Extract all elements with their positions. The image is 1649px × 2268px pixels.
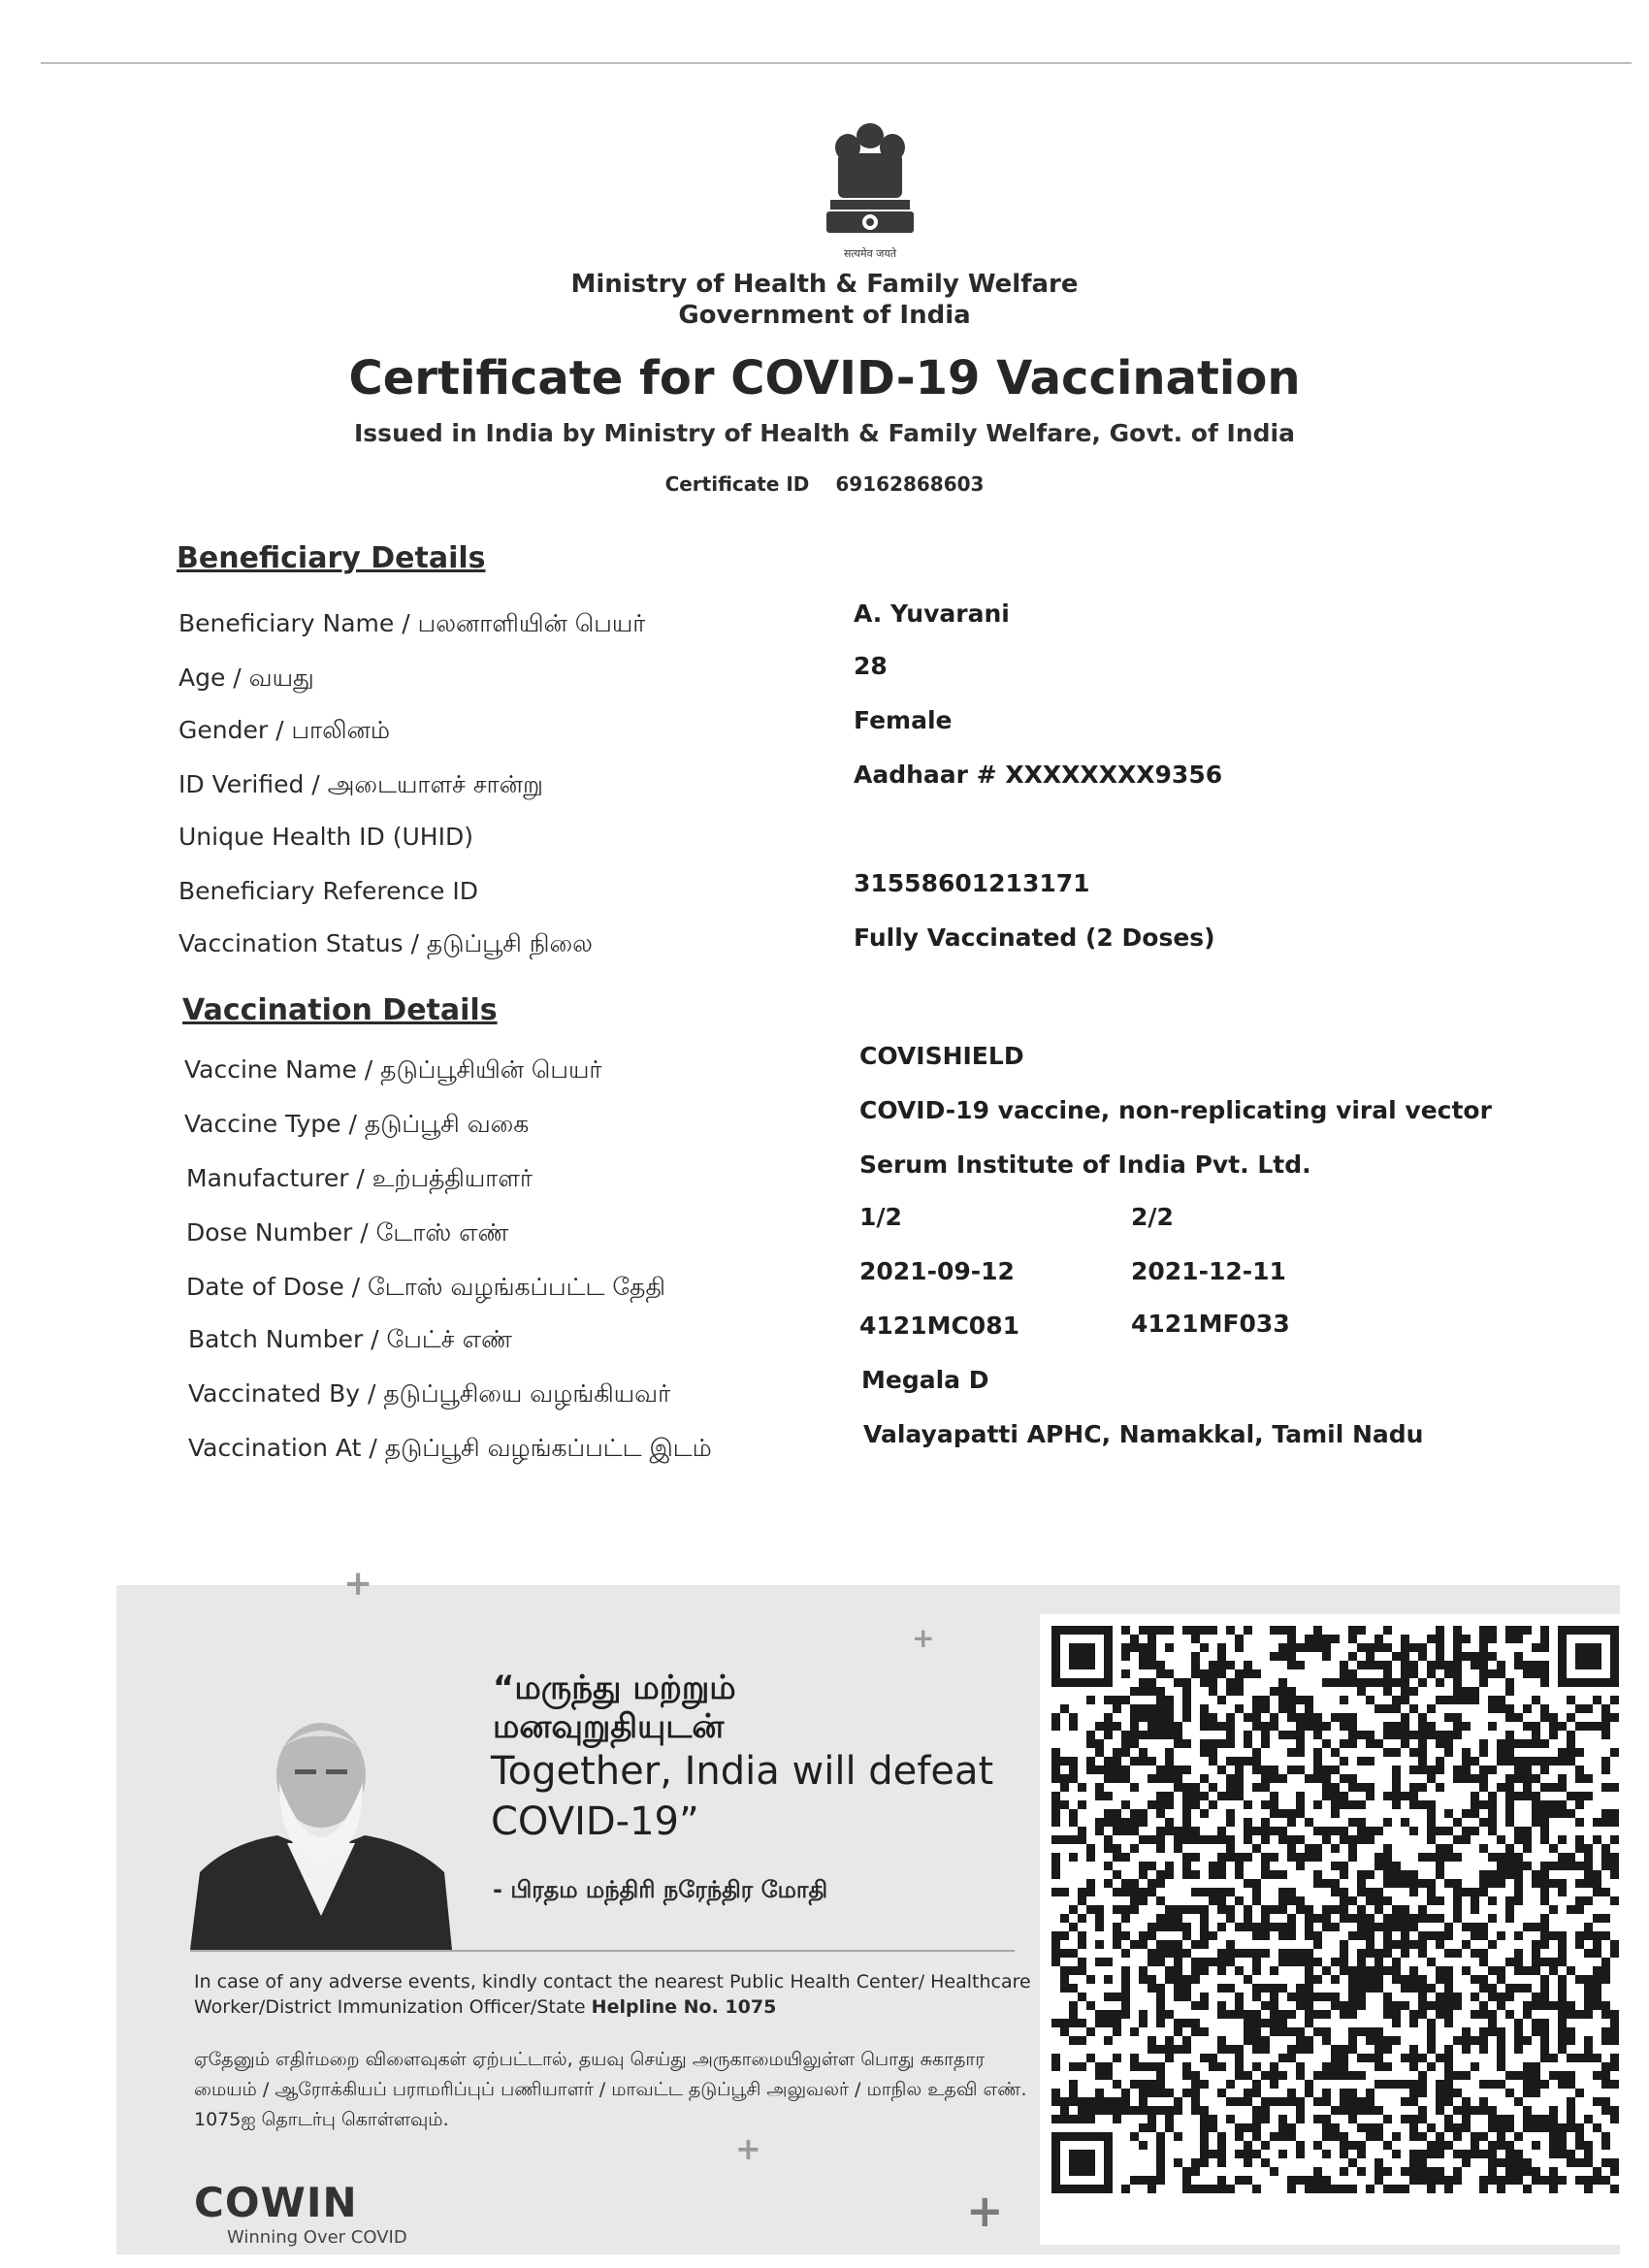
- detail-row: [0, 1203, 1649, 1257]
- detail-label: Age / வயது: [178, 664, 314, 692]
- detail-label: ID Verified / அடையாளச் சான்று: [178, 770, 543, 798]
- government-name: Government of India: [678, 301, 971, 330]
- detail-row: [0, 1150, 1649, 1203]
- detail-row: [0, 923, 1649, 968]
- detail-label: Gender / பாலினம்: [178, 716, 390, 744]
- detail-label: Date of Dose / டோஸ் வழங்கப்பட்ட தேதி: [186, 1273, 665, 1301]
- helpline-number: Helpline No. 1075: [591, 1996, 777, 2018]
- detail-value: Valayapatti APHC, Namakkal, Tamil Nadu: [863, 1420, 1424, 1448]
- beneficiary-details-heading: Beneficiary Details: [177, 541, 486, 575]
- detail-value: Megala D: [861, 1366, 989, 1394]
- national-emblem-icon: [817, 114, 923, 250]
- detail-row: [0, 599, 1649, 648]
- detail-label: Manufacturer / உற்பத்தியாளர்: [186, 1164, 533, 1192]
- certificate-id-value: 69162868603: [835, 472, 985, 496]
- qr-code: [1040, 1614, 1632, 2245]
- detail-label: Vaccination Status / தடுப்பூசி நிலை: [178, 929, 593, 957]
- quote-attribution: - பிரதம மந்திரி நரேந்திர மோதி: [493, 1876, 828, 1903]
- quote-tamil: “மருந்து மற்றும் மனவுறுதியுடன்: [493, 1669, 736, 1746]
- detail-label: Batch Number / பேட்ச் எண்: [188, 1325, 512, 1353]
- detail-row: [0, 1420, 1649, 1473]
- detail-value-dose2: 2021-12-11: [1131, 1257, 1286, 1285]
- detail-value-dose2: 4121MF033: [1131, 1310, 1290, 1338]
- page-title: Certificate for COVID-19 Vaccination: [348, 351, 1301, 405]
- detail-value: Serum Institute of India Pvt. Ltd.: [859, 1150, 1311, 1179]
- detail-row: [0, 1257, 1649, 1312]
- detail-label: Beneficiary Reference ID: [178, 877, 478, 905]
- quote-english: Together, India will defeat COVID-19”: [491, 1749, 994, 1844]
- top-border-line: [41, 62, 1632, 64]
- detail-value: COVID-19 vaccine, non-replicating viral vector: [859, 1096, 1492, 1124]
- detail-row: [0, 1096, 1649, 1149]
- plus-decoration-icon: +: [966, 2185, 1004, 2237]
- detail-label: Unique Health ID (UHID): [178, 823, 473, 851]
- emblem-motto: सत्यमेव जयते: [843, 247, 896, 260]
- detail-row: [0, 706, 1649, 755]
- cowin-logo: COWIN: [194, 2179, 358, 2226]
- detail-row: [0, 869, 1649, 916]
- detail-row: [0, 1042, 1649, 1094]
- ministry-name: Ministry of Health & Family Welfare: [570, 270, 1079, 299]
- detail-value: Aadhaar # XXXXXXXX9356: [854, 761, 1223, 789]
- detail-value: 1/2: [859, 1203, 902, 1231]
- detail-row: [0, 1366, 1649, 1418]
- plus-decoration-icon: +: [343, 1564, 373, 1604]
- detail-row: [0, 652, 1649, 702]
- detail-label: Vaccinated By / தடுப்பூசியை வழங்கியவர்: [188, 1379, 671, 1408]
- detail-value: Fully Vaccinated (2 Doses): [854, 923, 1215, 952]
- issued-by: Issued in India by Ministry of Health & Family Welfare, Govt. of India: [354, 419, 1295, 447]
- detail-value: 31558601213171: [854, 869, 1090, 897]
- adverse-events-text: In case of any adverse events, kindly contact the nearest Public Health Center/ Healthcare Worker/District Immunization Officer/State: [194, 1971, 1031, 2018]
- detail-row: [0, 761, 1649, 809]
- detail-label: Vaccine Name / தடுப்பூசியின் பெயர்: [184, 1055, 602, 1084]
- detail-value: 4121MC081: [859, 1312, 1019, 1340]
- cowin-tagline: Winning Over COVID: [227, 2227, 407, 2248]
- detail-label: Dose Number / டோஸ் எண்: [186, 1218, 509, 1247]
- detail-row: [0, 823, 1649, 861]
- vaccination-details-heading: Vaccination Details: [182, 993, 498, 1027]
- plus-decoration-icon: +: [912, 1622, 935, 1654]
- certificate-id-label: Certificate ID: [664, 472, 810, 496]
- banner-divider: [190, 1950, 1015, 1952]
- pm-portrait-image: [190, 1707, 452, 1950]
- detail-value: 28: [854, 652, 888, 680]
- qr-code-icon: [1040, 1614, 1632, 2245]
- plus-decoration-icon: +: [735, 2130, 761, 2167]
- adverse-events-notice-tamil: ஏதேனும் எதிர்மறை விளைவுகள் ஏற்பட்டால், தயவு செய்து அருகாமையிலுள்ள பொது சுகாதார மையம் / ஆரோக்கியப் பராமரிப்புப் பணியாளர் / மாவட்ட தடுப்பூசி அலுவலர் / மாநில உதவி எண். 1075ஐ தொடர்பு கொள்ளவும்.: [194, 2049, 1027, 2130]
- certificate-id-line: [0, 472, 1649, 496]
- detail-label: Beneficiary Name / பலனாளியின் பெயர்: [178, 609, 646, 637]
- adverse-events-notice: [194, 1969, 1048, 2020]
- detail-value: 2021-09-12: [859, 1257, 1015, 1285]
- detail-label: Vaccination At / தடுப்பூசி வழங்கப்பட்ட இடம்: [188, 1434, 712, 1462]
- detail-value: COVISHIELD: [859, 1042, 1024, 1070]
- detail-value: Female: [854, 706, 953, 734]
- detail-value: A. Yuvarani: [854, 599, 1010, 628]
- detail-value-dose2: 2/2: [1131, 1203, 1174, 1231]
- detail-label: Vaccine Type / தடுப்பூசி வகை: [184, 1110, 530, 1138]
- detail-row: [0, 1310, 1649, 1364]
